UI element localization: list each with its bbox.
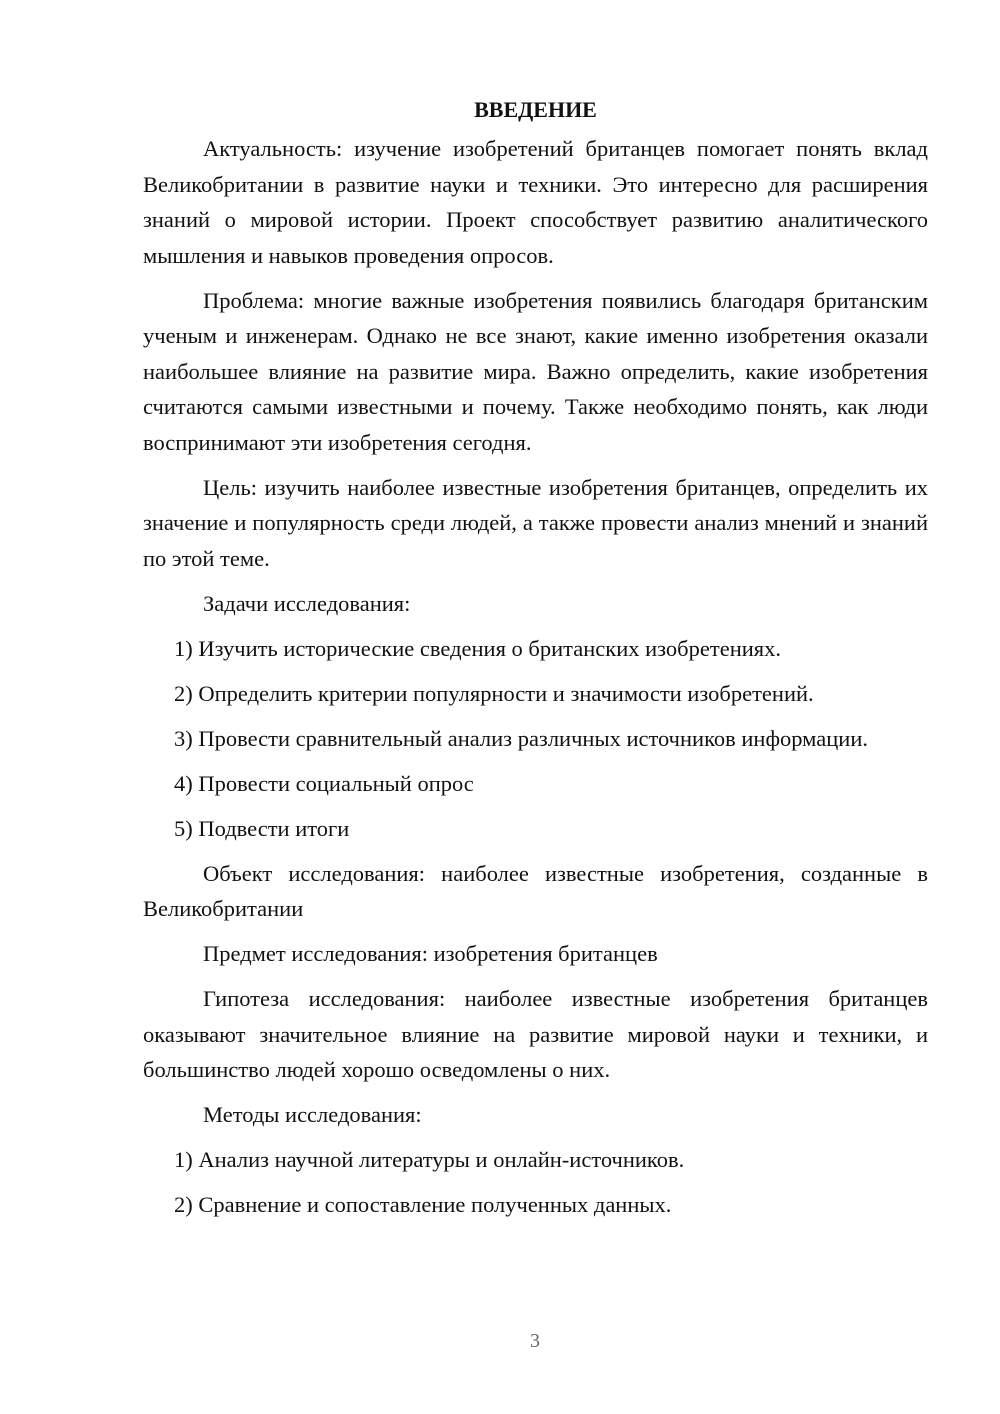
task-item: 3) Провести сравнительный анализ различных источников информации. — [174, 725, 868, 751]
task-item: 4) Провести социальный опрос — [174, 770, 474, 796]
page-content — [143, 92, 928, 1232]
task-item: 1) Изучить исторические сведения о британских изобретениях. — [174, 635, 781, 661]
problem-paragraph: Проблема: многие важные изобретения появились благодаря британским ученым и инженерам. Однако не все знают, какие именно изобретения оказали наибольшее влияние на развитие мира. Важно определить, какие изобретения считаются самыми известными и почему. Также необходимо понять, как люди воспринимают эти изобретения сегодня. — [143, 287, 928, 455]
task-item: 2) Определить критерии популярности и значимости изобретений. — [174, 680, 814, 706]
section-title: ВВЕДЕНИЕ — [474, 97, 597, 122]
methods-heading: Методы исследования: — [203, 1102, 422, 1127]
hypothesis-paragraph: Гипотеза исследования: наиболее известные изобретения британцев оказывают значительное влияние на развитие мировой науки и техники, и большинство людей хорошо осведомлены о них. — [143, 986, 928, 1082]
task-item: 5) Подвести итоги — [174, 815, 350, 841]
relevance-paragraph: Актуальность: изучение изобретений британцев помогает понять вклад Великобритании в развитие науки и техники. Это интересно для расширения знаний о мировой истории. Проект способствует развитию аналитического мышления и навыков проведения опросов. — [143, 136, 928, 268]
object-paragraph: Объект исследования: наиболее известные изобретения, созданные в Великобритании — [143, 860, 928, 921]
page-number: 3 — [530, 1330, 540, 1352]
method-item: 1) Анализ научной литературы и онлайн-источников. — [174, 1147, 685, 1172]
method-item: 2) Сравнение и сопоставление полученных данных. — [174, 1192, 672, 1217]
subject-paragraph: Предмет исследования: изобретения британцев — [203, 941, 658, 966]
tasks-heading: Задачи исследования: — [203, 590, 411, 616]
goal-paragraph: Цель: изучить наиболее известные изобретения британцев, определить их значение и популярность среди людей, а также провести анализ мнений и знаний по этой теме. — [143, 474, 928, 571]
